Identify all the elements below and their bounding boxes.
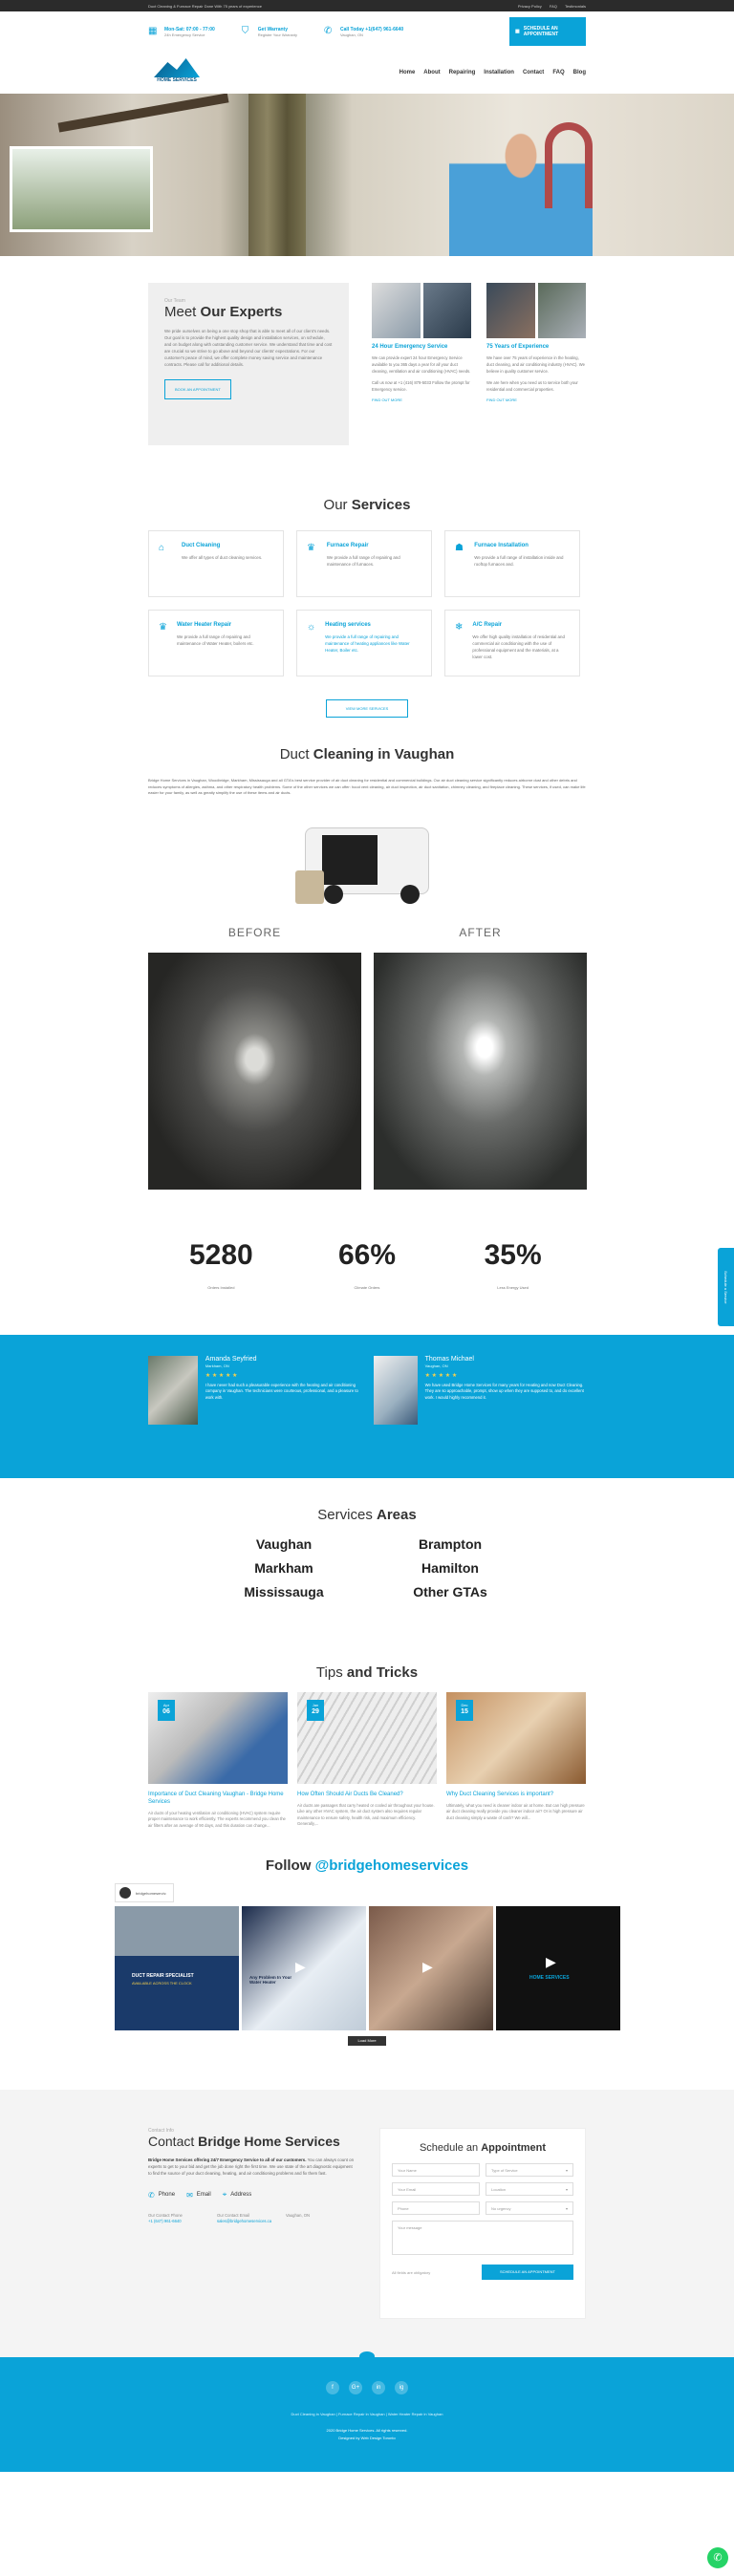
- tips-section: [0, 1664, 734, 1830]
- book-appointment-button[interactable]: BOOK AN APPOINTMENT: [164, 379, 231, 399]
- area-hamilton: Hamilton: [421, 1559, 479, 1576]
- service-text: We provide a full range of repairing and maintenance of heating appliances like Water Heater, Boiler etc.: [325, 634, 410, 653]
- logo-text: HOME SERVICES: [157, 77, 197, 83]
- duct-title: [0, 746, 734, 762]
- crown-icon: ♛: [159, 622, 167, 633]
- name-placeholder: Your Name: [398, 2168, 417, 2173]
- blog-image: [148, 1692, 288, 1784]
- after-label: AFTER: [459, 925, 502, 939]
- emergency-text: We can provide expert 24 hour Emergency Service available to you 365 days a year for all your duct cleaning, ventilation and air conditioning (HVAC) needs.: [372, 355, 471, 374]
- review-text: I have never had such a pleasurable experience with the heating and air conditioning company in Vaughan. The technicians were courteous, professional, and a pleasure to work with.: [205, 1382, 358, 1400]
- instagram-account-name: bridgehomeservic: [136, 1890, 166, 1896]
- follow-title: [0, 1857, 734, 1874]
- phone-detail: [148, 2213, 205, 2224]
- contact-title-light: Contact: [148, 2134, 195, 2149]
- experience-text: We have over 75 years of experience in the heating, duct cleaning, and air conditioning industry (HVAC). We believe in quality customer service.: [486, 355, 585, 374]
- tips-grid: [148, 1692, 586, 1830]
- hours-title: Mon-Sat: 07:00 - 77:00: [164, 26, 215, 32]
- service-text: We provide a full range of installation inside and rooftop furnaces and.: [474, 555, 564, 567]
- review-image-ac: [148, 1356, 198, 1425]
- date-day: 15: [461, 1707, 468, 1715]
- service-card[interactable]: [148, 530, 284, 597]
- blog-excerpt: Air ducts of your heating ventilation air conditioning (HVAC) system require proper maintenance to work efficiently. The experts recommend you clean the air filters after an average of 90 days, and this duration can change...: [148, 1810, 286, 1828]
- follow-handle[interactable]: @bridgehomeservices: [314, 1857, 469, 1874]
- warranty-title: Get Warranty: [257, 26, 289, 32]
- top-bar: [0, 0, 734, 11]
- phone-sub: Vaughan, ON: [340, 32, 363, 37]
- mail-icon: ✉: [186, 2190, 193, 2200]
- areas-title-bold: Areas: [377, 1506, 417, 1523]
- service-text: We offer high quality installation of residential and commercial air conditioning with the use of professional equipment and the materials, at a lower cost.: [472, 634, 565, 659]
- service-type-select[interactable]: [486, 2163, 573, 2177]
- chevron-down-icon: ▾: [565, 2187, 568, 2192]
- logo-mountain: [154, 58, 200, 77]
- emergency-column: [372, 283, 471, 445]
- date-day: 29: [312, 1707, 319, 1715]
- services-grid: [148, 530, 586, 676]
- footer-links[interactable]: Duct Cleaning in Vaughan | Furnace Repair in Vaughan | Water Heater Repair in Vaughan: [291, 2412, 443, 2416]
- blog-card[interactable]: [148, 1692, 288, 1830]
- main-menu: [399, 70, 586, 75]
- menu-faq[interactable]: FAQ: [552, 70, 565, 75]
- duct-section: [0, 746, 734, 1190]
- reviews-section: [0, 1335, 734, 1478]
- contact-text: You can always count on experts to get to your bid and get the job done right the first time. We use state of the art diagnostic equipment to find the source of your duct cleaning, heating, and air conditioning problems and fix them fast.: [148, 2157, 355, 2176]
- service-type-placeholder: Type of Service: [491, 2168, 518, 2173]
- contact-address: [223, 2190, 252, 2200]
- contact-phone: [148, 2190, 175, 2200]
- schedule-side-tab[interactable]: Schedule a Service: [718, 1248, 734, 1326]
- chevron-down-icon: ▾: [565, 2168, 568, 2173]
- areas-section: [0, 1507, 734, 1599]
- email-detail-label: Our Contact Email: [217, 2213, 250, 2218]
- experience-find-out-link[interactable]: FIND OUT MORE: [486, 397, 517, 402]
- instagram-grid: [115, 1906, 619, 2030]
- stat-number: 66%: [337, 1238, 396, 1271]
- phone-icon: ✆: [324, 26, 333, 36]
- contact-email: [186, 2190, 211, 2200]
- service-card[interactable]: [296, 610, 432, 676]
- before-label: BEFORE: [227, 925, 282, 939]
- hero-window: [10, 146, 153, 232]
- house-icon: ⌂: [159, 543, 165, 553]
- phone-icon: ✆: [148, 2190, 155, 2200]
- duct-title-bold: Cleaning in Vaughan: [313, 746, 455, 762]
- date-badge: [158, 1700, 175, 1721]
- address-detail: [286, 2213, 343, 2224]
- instagram-account[interactable]: [115, 1883, 174, 1902]
- review-name: Thomas Michael: [424, 1355, 474, 1363]
- snow-icon: ❄: [455, 622, 464, 633]
- instagram-post[interactable]: [369, 1906, 493, 2030]
- contact-details: [148, 2213, 355, 2224]
- menu-blog[interactable]: Blog: [572, 70, 586, 75]
- social-links: [0, 2381, 734, 2394]
- blog-excerpt: Ultimately, what you need is cleaner indoor air at home. But can high pressure air duct cleaning really provide you cleaner indoor air? Or is high pressure air duct cleaning simply a waste of cash? We will...: [446, 1802, 585, 1820]
- hero-hose: [545, 122, 593, 208]
- experience-photos: [486, 283, 586, 338]
- before-after: [0, 926, 734, 1190]
- date-day: 06: [162, 1707, 170, 1715]
- blog-card[interactable]: [297, 1692, 437, 1830]
- nav-bar: [0, 52, 734, 94]
- phone-link[interactable]: +1 (647) 961-6640: [148, 2219, 182, 2223]
- tips-title-bold: and Tricks: [346, 1664, 419, 1681]
- email-link[interactable]: sales@bridgehomeservices.ca: [217, 2219, 272, 2223]
- phone-title: Call Today +1(647) 961-6640: [340, 26, 404, 32]
- services-title-bold: Services: [351, 497, 411, 513]
- view-more-services-button[interactable]: VIEW MORE SERVICES: [326, 699, 408, 718]
- service-card[interactable]: [148, 610, 284, 676]
- linkedin-icon[interactable]: in: [372, 2381, 385, 2394]
- experts-box: [148, 283, 349, 445]
- blog-excerpt: Air ducts are passages that carry heated or cooled air throughout your house. Like any other HVAC system, the air duct system also requires regular maintenance to ensure safety, health risk, and maximum efficiency. Generally,...: [297, 1802, 435, 1826]
- contact-address-label: Address: [230, 2192, 252, 2198]
- service-title: Water Heater Repair: [176, 622, 232, 628]
- menu-about[interactable]: About: [423, 70, 441, 75]
- contact-title-bold: Bridge Home Services: [198, 2134, 340, 2149]
- stat-number: 5280: [188, 1238, 253, 1271]
- whatsapp-icon[interactable]: ✆: [707, 2547, 728, 2568]
- service-card[interactable]: [296, 530, 432, 597]
- warranty-info[interactable]: [242, 26, 297, 37]
- area-brampton: Brampton: [418, 1535, 483, 1552]
- location-placeholder: Location: [491, 2187, 507, 2192]
- copyright: 2020 Bridge Home Services. All rights reserved.: [326, 2428, 408, 2433]
- phone-info[interactable]: [324, 26, 403, 37]
- location-select[interactable]: [486, 2182, 573, 2196]
- services-section: [0, 497, 734, 718]
- instagram-post[interactable]: [115, 1906, 239, 2030]
- instagram-post[interactable]: [242, 1906, 366, 2030]
- contact-methods: [148, 2190, 355, 2200]
- play-icon: ▶: [422, 1959, 433, 1974]
- instagram-icon[interactable]: ig: [395, 2381, 408, 2394]
- experts-columns: [372, 283, 586, 445]
- service-text: We offer all types of duct cleaning services.: [182, 555, 263, 560]
- form-title: [392, 2142, 573, 2154]
- blog-title[interactable]: Importance of Duct Cleaning Vaughan - Bridge Home Services: [148, 1791, 284, 1805]
- logo[interactable]: [148, 56, 205, 89]
- post-text: DUCT REPAIR SPECIALIST: [132, 1973, 194, 1979]
- blog-image: [297, 1692, 437, 1784]
- contact-title: [148, 2134, 355, 2149]
- contact-small: Contact Info: [148, 2128, 174, 2134]
- info-bar: [0, 11, 734, 52]
- contact-section: [0, 2090, 734, 2357]
- photo-thermostat: [372, 283, 421, 338]
- calendar-icon: ▦: [515, 29, 520, 34]
- review-location: Markham, ON: [205, 1363, 229, 1368]
- blog-card[interactable]: [446, 1692, 586, 1830]
- service-card[interactable]: [444, 610, 580, 676]
- facebook-icon[interactable]: f: [326, 2381, 339, 2394]
- testimonials-link[interactable]: Testimonials: [564, 3, 586, 9]
- services-title-light: Our: [323, 497, 348, 513]
- stat-climate: [295, 1239, 439, 1335]
- crown-icon: ♛: [307, 543, 315, 553]
- address-value: Vaughan, ON: [286, 2213, 311, 2218]
- experts-title-bold: Our Experts: [200, 304, 283, 320]
- photo-team-2: [538, 283, 587, 338]
- contact-phone-label: Phone: [158, 2192, 176, 2198]
- instagram-post[interactable]: [496, 1906, 620, 2030]
- service-title: Duct Cleaning: [182, 543, 221, 548]
- review-card: [148, 1356, 360, 1457]
- contact-info: [148, 2128, 355, 2319]
- van-image: [295, 818, 439, 909]
- designer-credit[interactable]: Designed by Web Design Toronto: [338, 2436, 396, 2440]
- van-wheel: [324, 885, 343, 904]
- date-month: Jan: [312, 1702, 319, 1707]
- after-column: [374, 926, 587, 1190]
- photo-team-1: [486, 283, 535, 338]
- area-other: Other GTAs: [413, 1583, 487, 1599]
- play-icon: ▶: [546, 1954, 556, 1969]
- shield-icon: ⛉: [241, 26, 249, 36]
- message-textarea[interactable]: [392, 2221, 573, 2255]
- warranty-sub: Register Your Warranty: [257, 32, 297, 37]
- service-title: Furnace Installation: [474, 543, 529, 548]
- service-title: A/C Repair: [472, 622, 503, 628]
- email-detail: [217, 2213, 274, 2224]
- before-column: [148, 926, 361, 1190]
- area-mississauga: Mississauga: [244, 1583, 324, 1599]
- photo-tech: [423, 283, 472, 338]
- area-markham: Markham: [254, 1559, 313, 1576]
- duct-text: Bridge Home Services in Vaughan, Woodbridge, Markham, Mississauga and all GTA's best service provider of air duct cleaning for residential and commercial buildings. Our air duct cleaning service significantly reduces airborne dust and other debris and reduces symptoms of allergies, asthma, and other respiratory health problems. Some of the other services we can offer: hood vent cleaning, air duct inspection, air duct sanitation, chimney cleaning, and fireplace cleaning. These services, if used, can make life easier for your family, as well as greatly simplify the use of these items and air ducts.: [148, 778, 586, 795]
- emergency-title: 24 Hour Emergency Service: [372, 344, 448, 350]
- stat-label: Orders Installed: [207, 1284, 235, 1290]
- load-more-button[interactable]: Load More: [348, 2036, 386, 2046]
- service-card[interactable]: [444, 530, 580, 597]
- before-duct-image: [148, 953, 361, 1190]
- experts-text: We pride ourselves on being a one stop shop that is able to meet all of our client's needs. Our goal is to provide the highest quality design and installation services, on schedule, and on budget along with outstanding customer service. We understand that time and cost are crucial so we strive to go above and beyond our clients' expectations. For our customer's peace of mind, we offer complete money saving service and maintenance contracts. Please call for additional details.: [164, 329, 333, 367]
- avatar: [119, 1887, 131, 1899]
- pin-icon: ⌖: [222, 2190, 227, 2199]
- ceiling-fan: [57, 94, 228, 133]
- urgency-value: No urgency: [491, 2206, 511, 2211]
- blog-title[interactable]: Why Duct Cleaning Services is important?: [446, 1791, 554, 1797]
- email-placeholder: Your Email: [398, 2187, 417, 2192]
- star-icon: ★ ★ ★ ★ ★: [424, 1372, 458, 1379]
- tips-title-light: Tips: [315, 1664, 343, 1681]
- date-badge: [307, 1700, 324, 1721]
- experience-text-2: We are here when you need us to service both your residential and commercial properties.: [486, 380, 578, 392]
- follow-label: Follow: [265, 1857, 312, 1874]
- review-image-heater: [374, 1356, 418, 1425]
- experience-title: 75 Years of Experience: [486, 344, 550, 350]
- tips-title: [148, 1664, 586, 1681]
- hero-curtain: [248, 94, 306, 256]
- play-icon: ▶: [295, 1959, 306, 1974]
- date-month: Dec: [461, 1702, 468, 1707]
- van-wheel: [400, 885, 420, 904]
- form-title-light: Schedule an: [419, 2142, 479, 2154]
- phone-input[interactable]: [392, 2201, 480, 2215]
- service-text: We provide a full range of repairing and maintenance of furnaces.: [326, 555, 400, 567]
- emergency-call: Call us now at +1 (416) 879-5033 Follow the prompt for Emergency service.: [372, 380, 470, 392]
- van-door: [322, 835, 378, 885]
- post-text: Any Problem In Your Water Heater: [249, 1975, 292, 1985]
- phone-placeholder: Phone: [398, 2206, 409, 2211]
- email-input[interactable]: [392, 2182, 480, 2196]
- blog-image: [446, 1692, 586, 1784]
- review-text: We have used Bridge Home Services for many years for Heating and now Duct Cleaning. They are so approachable, prompt, show up when they are supposed to, and do excellent work. I would highly recommend it.: [424, 1382, 584, 1400]
- areas-title: [148, 1507, 586, 1523]
- stat-number: 35%: [484, 1238, 542, 1271]
- privacy-link[interactable]: Privacy Policy: [517, 3, 542, 9]
- stat-energy: [442, 1239, 585, 1335]
- hands-icon: ☗: [455, 543, 464, 553]
- star-icon: ★ ★ ★ ★ ★: [205, 1372, 238, 1379]
- schedule-appointment-label: SCHEDULE AN APPOINTMENT: [523, 26, 559, 37]
- area-vaughan: Vaughan: [255, 1535, 313, 1552]
- schedule-appointment-button[interactable]: [509, 17, 586, 46]
- name-input[interactable]: [392, 2163, 480, 2177]
- services-title: [148, 497, 586, 513]
- review-name: Amanda Seyfried: [205, 1355, 257, 1363]
- after-duct-image: [374, 953, 587, 1190]
- service-title: Furnace Repair: [326, 543, 369, 548]
- review-card: [374, 1356, 586, 1457]
- form-title-bold: Appointment: [481, 2142, 547, 2154]
- hours-sub: 24h Emergency Service: [164, 32, 205, 37]
- calendar-icon: ▦: [148, 26, 158, 36]
- chevron-down-icon: ▾: [565, 2206, 568, 2211]
- instagram-section: [0, 1857, 734, 2046]
- emergency-find-out-link[interactable]: FIND OUT MORE: [372, 397, 402, 402]
- google-plus-icon[interactable]: G+: [349, 2381, 362, 2394]
- van-tube: [295, 870, 324, 904]
- emergency-photos: [372, 283, 471, 338]
- urgency-select[interactable]: [486, 2201, 573, 2215]
- areas-title-light: Services: [317, 1506, 373, 1523]
- faq-link[interactable]: FAQ: [549, 3, 557, 9]
- top-bar-text: Duct Cleaning & Furnace Repair Done With 75 years of experience: [148, 3, 262, 9]
- experts-title: [164, 304, 333, 320]
- post-text: AVAILABLE ACROSS THE CLOCK: [132, 1981, 192, 1986]
- contact-lead: Bridge Home Services offering 24/7 Emergency Service to all of our customers.: [148, 2157, 307, 2162]
- phone-detail-label: Our Contact Phone: [148, 2213, 183, 2218]
- thermo-icon: ☼: [307, 622, 316, 633]
- review-location: Vaughan, ON: [424, 1363, 448, 1368]
- stats-section: [0, 1239, 734, 1335]
- service-text: We provide a full range of repairing and maintenance of Water Heater, boilers etc.: [176, 634, 254, 646]
- appointment-form: [379, 2128, 586, 2319]
- post-text: HOME SERVICES: [529, 1975, 570, 1981]
- blog-title[interactable]: How Often Should Air Ducts Be Cleaned?: [297, 1791, 403, 1797]
- footer-notch: [359, 2351, 375, 2361]
- areas-list: [148, 1536, 586, 1599]
- footer: [0, 2357, 734, 2472]
- hero-image: [0, 94, 734, 256]
- experts-small: Our Team: [164, 298, 185, 304]
- stat-label: Less Energy Used: [497, 1284, 529, 1290]
- experts-title-light: Meet: [164, 304, 197, 320]
- menu-contact[interactable]: Contact: [522, 70, 545, 75]
- date-month: Apr: [162, 1702, 170, 1707]
- submit-appointment-button[interactable]: SCHEDULE AN APPOINTMENT: [482, 2265, 573, 2280]
- menu-repairing[interactable]: Repairing: [448, 70, 476, 75]
- hours-info: [148, 26, 215, 37]
- menu-installation[interactable]: Installation: [484, 70, 514, 75]
- stat-label: Climate Orders: [354, 1284, 380, 1290]
- menu-home[interactable]: Home: [399, 70, 416, 75]
- contact-email-label: Email: [196, 2192, 211, 2198]
- experience-column: [486, 283, 586, 445]
- experts-section: [0, 256, 734, 445]
- message-placeholder: Your message: [398, 2225, 422, 2230]
- duct-title-light: Duct: [279, 746, 310, 762]
- stat-orders: [149, 1239, 292, 1335]
- service-title: Heating services: [325, 622, 371, 628]
- date-badge: [456, 1700, 473, 1721]
- required-note: All fields are obligatory: [392, 2269, 431, 2275]
